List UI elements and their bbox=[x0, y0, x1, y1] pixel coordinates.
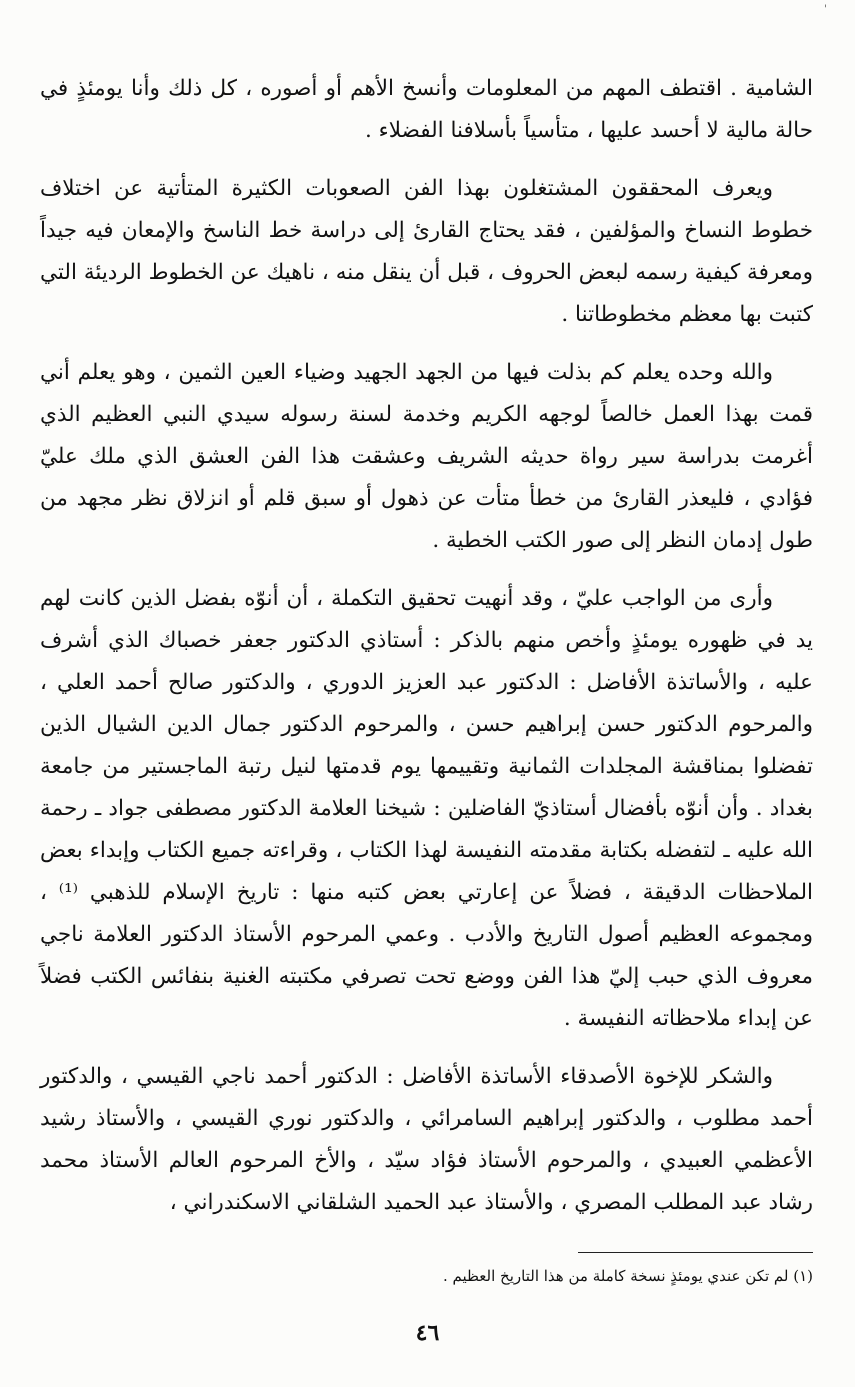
text-line: والله وحده يعلم كم بذلت فيها من الجهد الجهيد وضياء العين الثمين ، وهو يعلم bbox=[77, 360, 773, 385]
text-line: أشرف عليه ، والأساتذة الأفاضل : الدكتور عبد العزيز الدوري ، والدكتور صالح bbox=[40, 628, 813, 695]
corner-mark: ' bbox=[824, 4, 827, 15]
paragraph-1 bbox=[40, 68, 813, 152]
text-line: التي كتبت بها معظم مخطوطاتنا . bbox=[40, 260, 813, 327]
text-line: أغرمت بدراسة سير رواة حديثه الشريف وعشقت هذا الفن العشق الذي ملك عليّ فؤادي ، bbox=[40, 444, 813, 511]
text-line: وأرى من الواجب عليّ ، وقد أنهيت تحقيق التكملة ، أن أنوّه بفضل الذين كانت bbox=[78, 586, 773, 611]
text-line: خطوط النساخ والمؤلفين ، فقد يحتاج القارئ إلى دراسة خط الناسخ والإمعان فيه bbox=[85, 218, 813, 243]
text-line: الإسلام للذهبي ⁽¹⁾ ، ومجموعه العظيم أصول التاريخ والأدب . وعمي المرحوم bbox=[40, 880, 813, 947]
footnote-divider bbox=[578, 1252, 813, 1253]
text-line: لهم يد في ظهوره يومئذٍ وأخص منهم بالذكر : أستاذي الدكتور جعفر خصباك الذي bbox=[40, 586, 813, 653]
text-line: والدكتور أحمد مطلوب ، والدكتور إبراهيم السامرائي ، والدكتور نوري القيسي ، bbox=[40, 1064, 813, 1131]
footnote: (١) لم تكن عندي يومئذٍ نسخة كاملة من هذا التاريخ العظيم . bbox=[442, 1267, 813, 1285]
text-line: أني قمت بهذا العمل خالصاً لوجهه الكريم وخدمة لسنة رسوله سيدي النبي العظيم الذي bbox=[40, 360, 813, 427]
paragraph-4 bbox=[40, 578, 813, 1040]
text-line: أحمد العلي ، والمرحوم الدكتور حسن إبراهيم حسن ، والمرحوم الدكتور جمال الدين bbox=[40, 670, 814, 737]
paragraph-2 bbox=[40, 168, 813, 336]
text-line: حالة مالية لا أحسد عليها ، متأسياً بأسلافنا الفضلاء . bbox=[364, 118, 813, 143]
page-number: ٤٦ bbox=[415, 1320, 440, 1346]
text-line: والشكر للإخوة الأصدقاء الأساتذة الأفاضل : الدكتور أحمد ناجي القيسي ، bbox=[120, 1064, 773, 1089]
text-line: جيداً ومعرفة كيفية رسمه لبعض الحروف ، قبل أن ينقل منه ، ناهيك عن الخطوط الرديئة bbox=[40, 218, 813, 285]
text-line: الشيال الذين تفضلوا بمناقشة المجلدات الثمانية وتقييمها يوم قدمتها لنيل رتبة الماجستير bbox=[40, 712, 813, 779]
text-line: جواد ـ رحمة الله عليه ـ لتفضله بكتابة مقدمته النفيسة لهذا الكتاب ، وقراءته جميع bbox=[40, 796, 813, 863]
text-line: من جامعة بغداد . وأن أنوّه بأفضال أستاذيّ الفاضلين : شيخنا العلامة الدكتور مصطفى bbox=[40, 754, 813, 821]
text-line: مكتبته الغنية بنفائس الكتب فضلاً عن إبداء ملاحظاته النفيسة . bbox=[40, 964, 813, 1031]
text-line: الكتاب وإبداء بعض الملاحظات الدقيقة ، فضلاً عن إعارتي بعض كتبه منها : تاريخ bbox=[40, 838, 813, 905]
body-text bbox=[40, 68, 813, 1224]
text-line: إدمان النظر إلى صور الكتب الخطية . bbox=[432, 528, 763, 553]
paragraph-5 bbox=[40, 1056, 813, 1224]
text-line: فليعذر القارئ من خطأ متأت عن ذهول أو سبق قلم أو انزلاق نظر مجهد من طول bbox=[40, 486, 813, 553]
text-line: الشامية . اقتطف المهم من المعلومات وأنسخ الأهم أو أصوره ، كل ذلك وأنا يومئذٍ في bbox=[40, 76, 813, 101]
text-line: الأستاذ محمد رشاد عبد المطلب المصري ، والأستاذ عبد الحميد الشلقاني الاسكندراني ، bbox=[40, 1148, 813, 1215]
text-line: ويعرف المحققون المشتغلون بهذا الفن الصعوبات الكثيرة المتأتية عن اختلاف bbox=[40, 176, 773, 201]
text-line: والأستاذ رشيد الأعظمي العبيدي ، والمرحوم الأستاذ فؤاد سيّد ، والأخ المرحوم العالم bbox=[40, 1106, 813, 1173]
paragraph-3 bbox=[40, 352, 813, 562]
text-line: الأستاذ الدكتور العلامة ناجي معروف الذي حبب إليّ هذا الفن ووضع تحت تصرفي bbox=[40, 922, 813, 989]
